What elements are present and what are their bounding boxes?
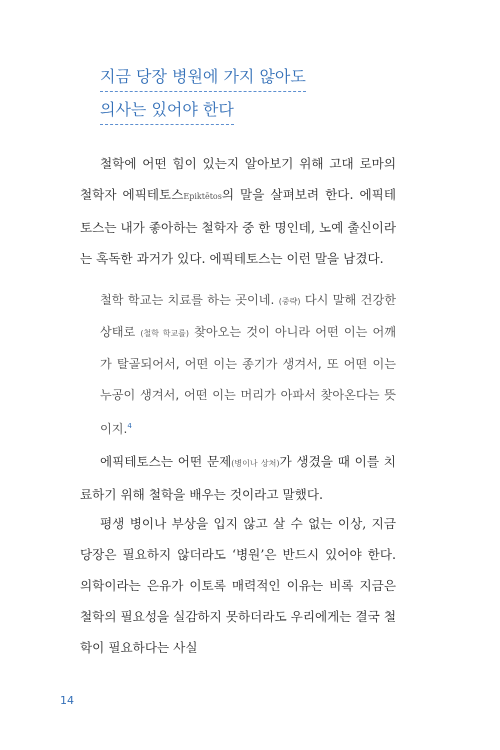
quote-part-1: 철학 학교는 치료를 하는 곳이네.: [100, 293, 275, 307]
paragraph-4: 평생 병이나 부상을 입지 않고 살 수 없는 이상, 지금 당장은 필요하지 않더라도 ‘병원’은 반드시 있어야 한다. 의학이라는 은유가 이토록 매력적인 이유는 비록 지금은 철학의 필요성을 실감하지 못하더라도 우리에게는 결국 철학이 필요하다는 사실: [80, 516, 396, 655]
paragraph-1: [80, 148, 396, 274]
quote-note-2: (철학 학교를): [140, 329, 190, 338]
heading-line-2: 의사는 있어야 한다: [100, 97, 234, 125]
block-quote: [100, 285, 396, 445]
paragraph-3-note: (병이나 상처): [231, 459, 280, 468]
section-heading: [100, 64, 420, 130]
heading-line-1: 지금 당장 병원에 가지 않아도: [100, 64, 306, 92]
quote-part-2: 다시 말해 건강한 상태로: [100, 293, 397, 339]
paragraph-3-before-note: 에픽테토스는 어떤 문제: [100, 454, 232, 469]
paragraph-1-after-name: 의 말을 살펴보려 한다. 에픽테토스는 내가 좋아하는 철학자 중 한 명인데, 노예 출신이라는 혹독한 과거가 있다. 에픽테토스는 이런 말을 남겼다.: [80, 187, 396, 266]
paragraph-3: [80, 446, 396, 510]
footnote-marker[interactable]: 4: [127, 422, 132, 430]
quote-part-3: 찾아오는 것이 아니라 어떤 이는 어깨가 탈골되어서, 어떤 이는 종기가 생겨서, 또 어떤 이는 누공이 생겨서, 어떤 이는 머리가 아파서 찾아온다는 뜻이지.: [100, 325, 397, 437]
quote-note-1: (중략): [278, 297, 301, 306]
page-number: 14: [60, 694, 74, 707]
paragraph-3-after-note: 가 생겼을 때 이를 치료하기 위해 철학을 배우는 것이라고 말했다.: [80, 454, 396, 502]
latin-name: Epiktētos: [183, 192, 222, 201]
paragraph-1-before-name: 철학에 어떤 힘이 있는지 알아보기 위해 고대 로마의 철학자 에픽테토스: [80, 156, 396, 202]
